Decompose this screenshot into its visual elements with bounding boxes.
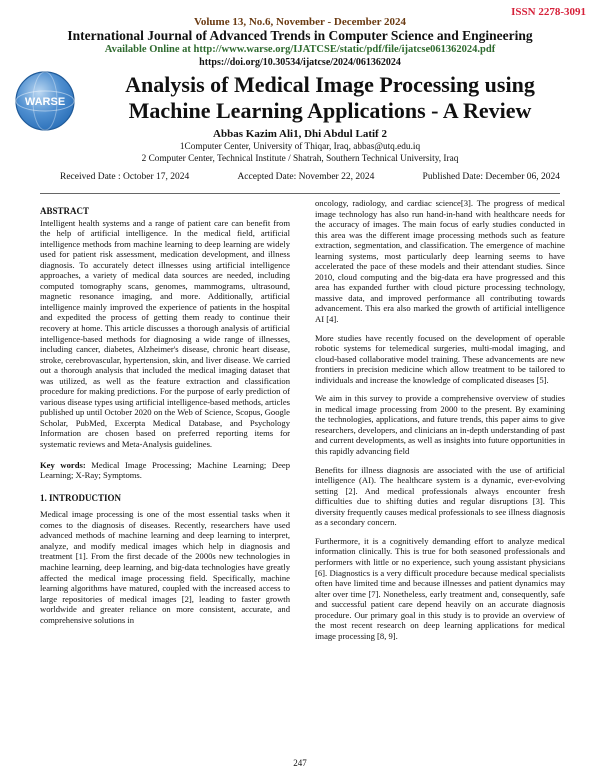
accepted-date: Accepted Date: November 22, 2024 xyxy=(237,172,375,182)
paragraph-5: Furthermore, it is a cognitively demanding effort to analyze medical information clinically. This is true for both seasoned professionals and performers with little or no experience, such young assistant physicians [6]. Diagnostics is a very difficult procedure because medical specialists often have limited time and because illnesses and patient dynamics may alter over time [7]. Nonetheless, early treatment and, consequently, safe and successful patient care depend heavily on an accurate diagnosis procedure. Our primary goal in this study is to provide an overview of the most recent research on deep learning applications for medical image processing [8, 9]. xyxy=(315,535,565,641)
dates-row xyxy=(60,172,560,182)
paragraph-1: oncology, radiology, and cardiac science[3]. The progress of medical image technology has also run hand-in-hand with healthcare needs for the accuracy of images. The main focus of early studies conducted in this area was the different image processing methods such as feature extraction, segmentation, and classification. The emergence of machine learning systems, most particularly deep learning seems to have accelerated the pace of these models and their attendant studies. Since 2010, cloud computing and the big-data era have progressed and this area has expanded further with cloud picture processing technology, massive data, and improved performance all contributing towards advancement. This era also marked the growth of artificial intelligence AI [4]. xyxy=(315,198,565,325)
warse-logo xyxy=(14,70,76,132)
header-divider xyxy=(40,193,560,194)
paper-title: Analysis of Medical Image Processing using Machine Learning Applications - A Review xyxy=(125,72,535,123)
introduction-heading: 1. INTRODUCTION xyxy=(40,492,122,503)
available-online-link[interactable]: Available Online at http://www.warse.org/IJATCSE/static/pdf/file/ijatcse061362024.pdf xyxy=(104,44,496,55)
volume-issue-line: Volume 13, No.6, November - December 2024 xyxy=(193,16,407,28)
keywords-text: Medical Image Processing; Machine Learning; Deep Learning; X-Ray; Symptoms. xyxy=(40,459,291,481)
right-column xyxy=(315,198,565,649)
abstract-text: Intelligent health systems and a range of patient care can benefit from the help of artificial intelligence. In the medical field, artificial intelligence methods from machine learning to deep learning are widely used for patient risk assessment, medication development, and illness diagnosis. To accurately detect illnesses using artificial intelligence approaches, a variety of medical data sources are needed, including computed tomography scans, genomes, mammograms, ultrasound, magnetic resonance imaging, and more. Additionally, artificial intelligence mainly improved the experience of patients in the hospital and expedited the process of getting them ready to continue their recovery at home. This article discusses a thorough analysis of artificial intelligence-based methods for diagnosing a wide range of illnesses, including cancer, diabetes, Alzheimer's disease, chronic heart disease, stroke, cerebrovascular, hypertension, skin, and liver disease. We carried out a thorough analysis that included the medical imaging dataset that was utilized, as well as the feature extraction and classification procedure for making predictions. For the purpose of early prediction of various disease types using artificial intelligence-based methods, articles published up until October 2020 on the Web of Science, Scopus, Google Scholar, PubMed, Excerpta Medical Database, and Psychology Information are chosen based on preferred reporting items for systematic reviews and Meta-Analysis guidelines. xyxy=(40,217,290,450)
abstract-heading: ABSTRACT xyxy=(40,206,90,216)
page-number: 247 xyxy=(293,758,307,768)
left-column xyxy=(40,206,290,633)
paragraph-4: Benefits for illness diagnosis are associated with the use of artificial intelligence (AI). The healthcare system is a dynamic, ever-evolving setting [2]. And medical professionals always encounter fresh difficulties due to shifting duties and regular disruptions [3]. This diversity frequently causes medical professionals to see illness diagnosis as a secondary concern. xyxy=(315,464,565,528)
paragraph-2: More studies have recently focused on the development of operable robotic systems for telemedical surgeries, multi-modal imaging, and cloud-based collaborative model training. These advancements are new frontiers in precision medicine which allow treatment to be tailored to individuals and increase the knowledge of complicated diseases [5]. xyxy=(315,332,565,385)
doi-link[interactable]: https://doi.org/10.30534/ijatcse/2024/061362024 xyxy=(199,57,401,68)
issn-label: ISSN 2278-3091 xyxy=(511,6,586,18)
affiliation-2: 2 Computer Center, Technical Institute / Shatrah, Southern Technical University, Iraq xyxy=(141,154,459,164)
keywords xyxy=(40,460,290,481)
authors-line: Abbas Kazim Ali1, Dhi Abdul Latif 2 xyxy=(213,128,387,140)
introduction-text: Medical image processing is one of the most essential tasks when it comes to the diagnosis of diseases. Recently, researchers have used advanced methods of machine learning and deep learning to interpret, analyze, and modify medical images which help in diagnosis and treatment [1]. From the first decade of the 2000s new technologies in machine learning, deep learning, and big-data technologies have greatly affected the medical image processing field. Specifically, machine learning algorithms have matured, coupled with the increased access to large repositories of medical images [2], leading to faster growth worldwide and greater reliance on more consistent, accurate, and comprehensive solutions in xyxy=(40,509,290,625)
published-date: Published Date: December 06, 2024 xyxy=(422,172,560,182)
received-date: Received Date : October 17, 2024 xyxy=(60,172,190,182)
journal-name: International Journal of Advanced Trends in Computer Science and Engineering xyxy=(67,28,533,43)
logo-text: WARSE xyxy=(24,96,66,108)
keywords-label: Key words: xyxy=(40,459,86,470)
affiliation-1: 1Computer Center, University of Thiqar, Iraq, abbas@utq.edu.iq xyxy=(179,142,421,152)
paragraph-3: We aim in this survey to provide a comprehensive overview of studies in medical image processing from 2000 to the present. By examining the technologies, applications, and future trends, this paper aims to give researchers, developers, and clinicians an in-depth understanding of past and current developments, as well as insights into future opportunities in this rapidly advancing field xyxy=(315,393,565,457)
